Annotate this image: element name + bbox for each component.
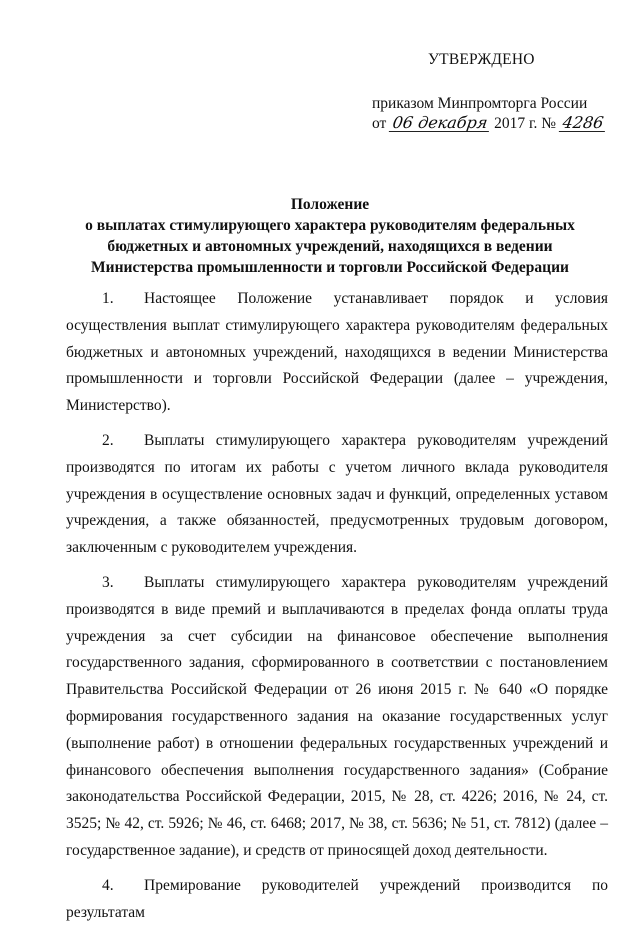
approval-block xyxy=(372,50,612,134)
order-line: приказом Минпромторга России xyxy=(372,95,588,112)
title-line-2: о выплатах стимулирующего характера руководителям федеральных xyxy=(85,217,575,234)
paragraph-4 xyxy=(66,873,608,927)
document-title xyxy=(60,194,600,278)
paragraph-text: Премирование руководителей учреждений производится по результатам xyxy=(66,876,608,921)
paragraph-text: Выплаты стимулирующего характера руководителям учреждений производятся по итогам их работы с учетом личного вклада руководителя учреждения в осуществление основных задач и функций, определенных уставом учреждения, а также обязанностей, предусмотренных трудовым договором, заключенным с руководителем учреждения. xyxy=(66,431,608,557)
paragraph-3 xyxy=(66,570,608,865)
paragraph-1 xyxy=(66,286,608,420)
handwritten-date: 06 декабря xyxy=(389,115,491,132)
date-prefix: от xyxy=(372,115,387,132)
order-year: 2017 г. № xyxy=(494,115,557,132)
paragraph-number: 4. xyxy=(102,876,114,894)
title-line-4: Министерства промышленности и торговли Российской Федерации xyxy=(91,259,569,276)
paragraph-text: Выплаты стимулирующего характера руководителям учреждений производятся в виде премий и выплачиваются в пределах фонда оплаты труда учреждения за счет субсидии на финансовое обеспечение выполнения государственного задания, сформированного в соответствии с постановлением Правительства Российской Федерации от 26 июня 2015 г. № 640 «О порядке формирования государственного задания на оказание государственных услуг (выполнение работ) в отношении федеральных государственных учреждений и финансового обеспечения выполнения государственного задания» (Собрание законодательства Российской Федерации, 2015, № 28, ст. 4226; 2016, № 24, ст. 3525; № 42, ст. 5926; № 46, ст. 6468; 2017, № 38, ст. 5636; № 51, ст. 7812) (далее – государственное задание), и средств от приносящей доход деятельности. xyxy=(66,573,608,859)
date-line xyxy=(372,114,612,134)
paragraph-number: 1. xyxy=(102,290,114,307)
paragraph-text: Настоящее Положение устанавливает порядок и условия осуществления выплат стимулирующего характера руководителям федеральных бюджетных и автономных учреждений, находящихся в ведении Министерства промышленности и торговли Российской Федерации (далее – учреждения, Министерство). xyxy=(66,290,608,415)
handwritten-order-number: 4286 xyxy=(559,115,607,132)
approved-heading: УТВЕРЖДЕНО xyxy=(428,51,535,68)
title-line-3: бюджетных и автономных учреждений, находящихся в ведении xyxy=(107,238,553,255)
title-line-1: Положение xyxy=(290,196,370,213)
document-body xyxy=(66,286,608,934)
paragraph-number: 2. xyxy=(102,431,114,449)
paragraph-number: 3. xyxy=(102,573,114,591)
paragraph-2 xyxy=(66,428,608,562)
